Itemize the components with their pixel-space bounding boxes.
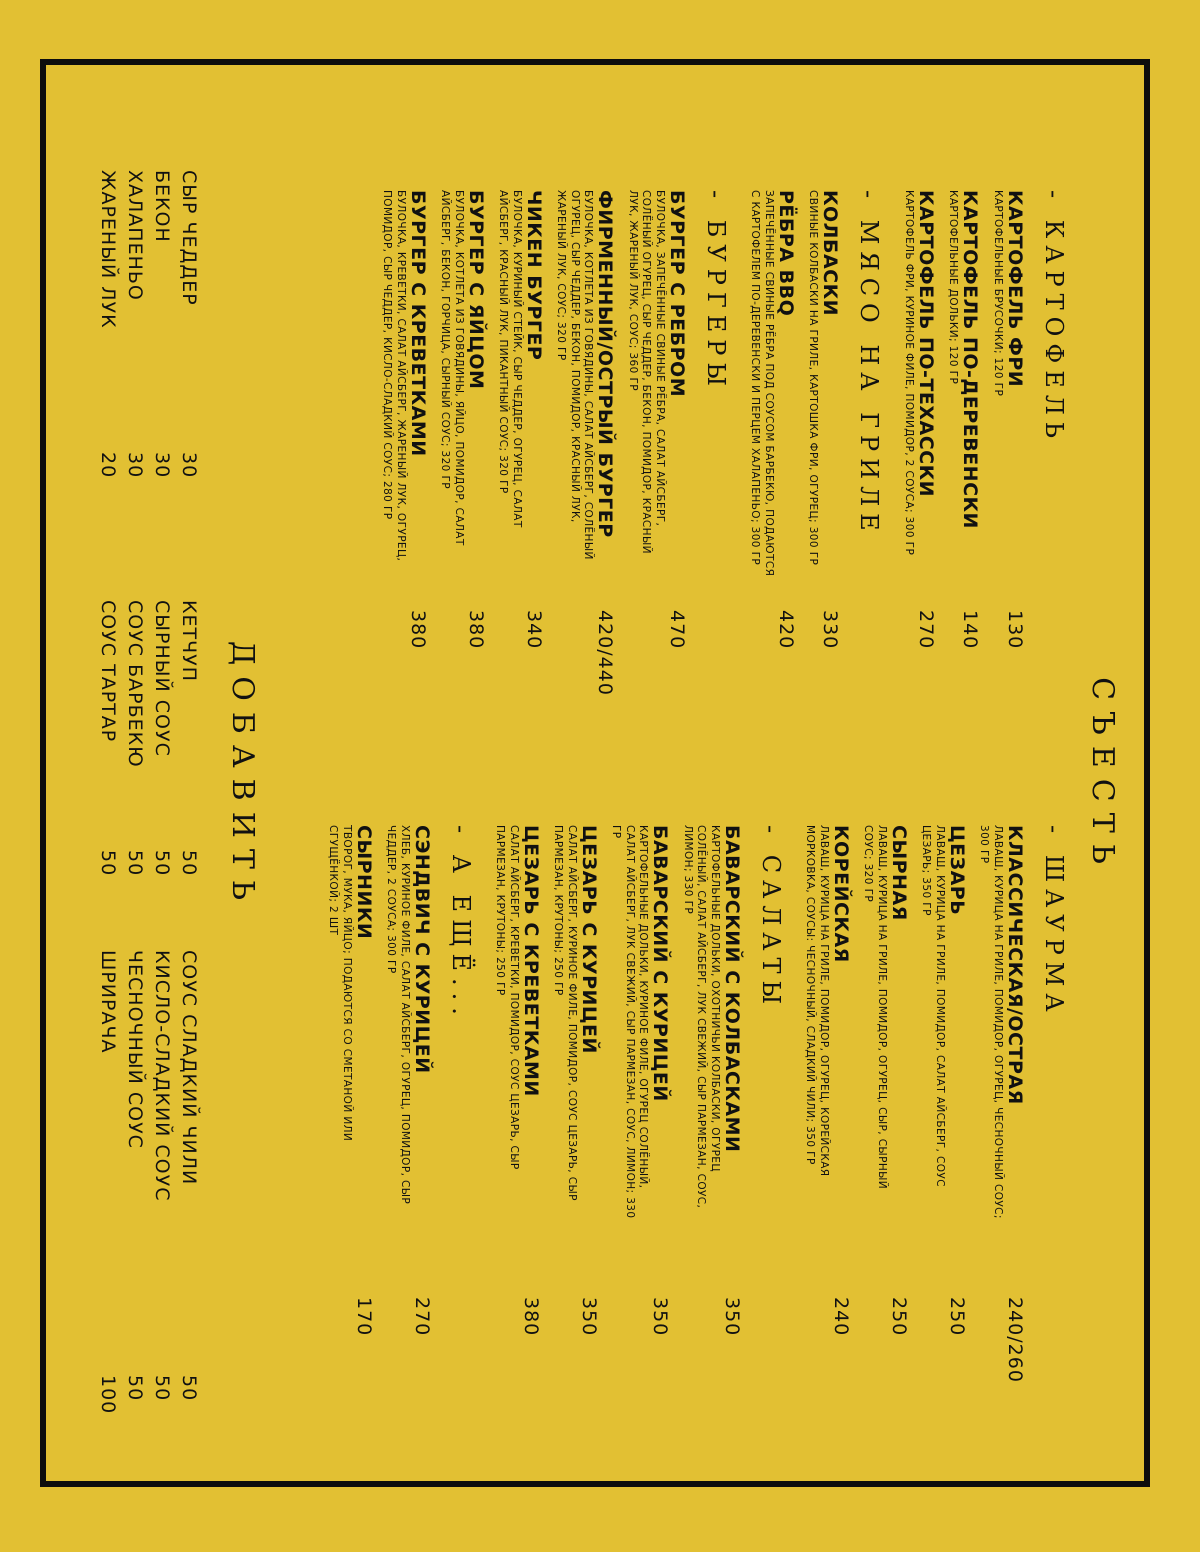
item-description: ЛАВАШ, КУРИЦА НА ГРИЛЕ, ПОМИДОР, ОГУРЕЦ, СЫР, СЫРНЫЙ СОУС; 320 ГР [862,825,888,1190]
section-heading: - ШАУРМА [1040,825,1068,1019]
item-price: 330 [819,610,842,650]
item-description: КАРТОФЕЛЬ ФРИ, КУРИНОЕ ФИЛЕ, ПОМИДОР, 2 СОУСА; 300 ГР [903,190,915,556]
item-name: СЭНДВИЧ С КУРИЦЕЙ [411,825,433,1074]
menu-item [806,190,842,755]
item-price: 270 [915,610,937,650]
add-item-price: 30 [124,452,146,479]
add-item [121,600,148,900]
item-description: ТВОРОГ, МУКА, ЯЙЦО; ПОДАЮТСЯ СО СМЕТАНОЙ ИЛИ СГУЩЁНКОЙ; 2 ШТ [327,825,353,1142]
item-price: 420 [775,610,797,650]
item-name: СЫРНАЯ [888,825,910,921]
add-item-price: 30 [151,452,173,479]
menu-section [748,190,884,755]
item-name: БУРГЕР С РЕБРОМ [666,190,688,398]
item-name: КАРТОФЕЛЬ ПО-ДЕРЕВЕНСКИ [959,190,982,529]
add-item [148,170,175,479]
item-name: ЧИКЕН БУРГЕР [523,190,545,361]
menu-section [803,825,1068,1385]
item-name: КАРТОФЕЛЬ ПО-ТЕХАССКИ [915,190,937,498]
menu-item [609,825,672,1385]
menu-item [554,190,617,755]
add-item-name: КИСЛО-СЛАДКИЙ СОУС [151,950,173,1202]
add-item [94,170,121,479]
menu-section [380,190,730,755]
item-price: 140 [959,610,982,650]
item-price: 380 [520,1297,542,1337]
add-item-name: КЕТЧУП [178,600,200,682]
menu-item [861,825,910,1385]
add-item [94,950,121,1415]
item-price: 130 [1004,610,1026,650]
add-item-price: 30 [178,452,200,479]
item-description: КАРТОФЕЛЬНЫЕ ДОЛЬКИ; 120 ГР [947,190,960,385]
add-column-3 [94,950,202,1415]
item-description: КАРТОФЕЛЬНЫЕ ДОЛЬКИ, ОХОТНИЧЬИ КОЛБАСКИ, ОГУРЕЦ СОЛЁНЫЙ, САЛАТ АЙСБЕРГ, ЛУК СВЕЖИЙ, СЫР ПАРМЕЗАН, СОУС, ЛИМОН; 330 ГР [682,825,721,1209]
item-name: КОРЕЙСКАЯ [830,825,852,963]
add-item-name: СОУС БАРБЕКЮ [124,600,146,768]
add-item-name: БЕКОН [151,170,173,243]
add-title: ДОБАВИТЬ [225,640,260,912]
item-description: ХЛЕБ, КУРИНОЕ ФИЛЕ, САЛАТ АЙСБЕРГ, ОГУРЕЦ, ПОМИДОР, СЫР ЧЕДДЕР, 2 СОУСА; 300 ГР [385,825,411,1205]
item-price: 270 [411,1297,433,1337]
item-price: 240 [830,1297,852,1337]
item-name: БУРГЕР С КРЕВЕТКАМИ [407,190,429,457]
item-description: ЛАВАШ, КУРИЦА НА ГРИЛЕ, ПОМИДОР, САЛАТ АЙСБЕРГ, СОУС ЦЕЗАРЬ; 350 ГР [920,825,946,1187]
menu-item [493,825,542,1385]
item-name: КЛАССИЧЕСКАЯ/ОСТРАЯ [1004,825,1026,1105]
add-item [175,600,202,900]
add-item-price: 100 [97,1375,119,1415]
section-heading: - МЯСО НА ГРИЛЕ [855,190,884,538]
add-item-name: ЖАРЕНЫЙ ЛУК [97,170,119,329]
menu-item [380,190,429,755]
item-price: 340 [523,610,545,650]
item-description: ЗАПЕЧЁННЫЕ СВИНЫЕ РЁБРА ПОД СОУСОМ БАРБЕКЮ, ПОДАЮТСЯ С КАРТОФЕЛЕМ ПО-ДЕРЕВЕНСКИ И ПЕРЦЕМ ХАЛАПЕНЬО; 300 ГР [749,190,775,577]
item-description: САЛАТ АЙСБЕРГ, КРЕВЕТКИ, ПОМИДОР, СОУС ЦЕЗАРЬ, СЫР ПАРМЕЗАН, КРУТОНЫ; 250 ГР [494,825,520,1170]
add-column-1 [94,170,202,479]
item-description: КАРТОФЕЛЬНЫЕ ДОЛЬКИ, КУРИНОЕ ФИЛЕ, ОГУРЕЦ СОЛЁНЫЙ, САЛАТ АЙСБЕРГ, ЛУК СВЕЖИЙ, СЫР ПАРМЕЗАН, СОУС, ЛИМОН; 330 ГР [610,825,650,1219]
add-item-name: ЧЕСНОЧНЫЙ СОУС [124,950,146,1149]
add-item-price: 20 [97,452,119,479]
add-item-name: ШРИРАЧА [97,950,119,1054]
section-heading: - САЛАТЫ [757,825,785,1012]
menu-item [919,825,968,1385]
item-price: 350 [649,1297,672,1337]
add-item [148,950,175,1402]
add-item [121,170,148,479]
item-name: ЦЕЗАРЬ [946,825,968,916]
add-item-price: 50 [151,1375,173,1402]
menu-item [748,190,797,755]
item-description: БУЛОЧКА, КОТЛЕТА ИЗ ГОВЯДИНЫ, САЛАТ АЙСБЕРГ, СОЛЁНЫЙ ОГУРЕЦ, СЫР ЧЕДДЕР, БЕКОН, ПОМИДОР, КРАСНЫЙ ЛУК, ЖАРЕНЫЙ ЛУК, СОУС; 320 ГР [555,190,595,560]
add-item-name: СЫРНЫЙ СОУС [151,600,173,757]
section-heading: - КАРТОФЕЛЬ [1040,190,1068,445]
menu-item [626,190,689,755]
menu-item [681,825,744,1385]
item-price: 250 [946,1297,968,1337]
menu-section [493,825,785,1385]
menu-item [326,825,375,1385]
item-name: БАВАРСКИЙ С КУРИЦЕЙ [649,825,672,1102]
add-column-2 [94,600,202,900]
section-heading: - БУРГЕРЫ [702,190,730,394]
section-heading: - А ЕЩЁ... [447,825,475,1022]
item-price: 380 [407,610,429,650]
item-description: КАРТОФЕЛЬНЫЕ БРУСОЧКИ; 120 ГР [992,190,1004,397]
add-item [175,950,202,1402]
item-price: 240/260 [1004,1297,1026,1383]
item-name: КОЛБАСКИ [819,190,842,317]
menu-item [496,190,545,755]
add-item-name: СОУС ТАРТАР [97,600,119,743]
add-item [121,950,148,1402]
item-name: БУРГЕР С ЯЙЦОМ [465,190,487,390]
add-item-price: 50 [124,850,146,877]
item-name: ЦЕЗАРЬ С КРЕВЕТКАМИ [520,825,542,1097]
menu-item [902,190,938,755]
add-item-name: СОУС СЛАДКИЙ ЧИЛИ [178,950,200,1186]
menu-item [977,825,1026,1385]
menu-item [991,190,1027,755]
item-name: ФИРМЕННЫЙ/ОСТРЫЙ БУРГЕР [594,190,617,538]
item-description: БУЛОЧКА, КУРИНЫЙ СТЕЙК, СЫР ЧЕДДЕР, ОГУРЕЦ, САЛАТ АЙСБЕРГ, КРАСНЫЙ ЛУК, ПИКАНТНЫЙ СОУС; 320 ГР [497,190,523,528]
add-item-price: 50 [178,1375,200,1402]
add-item-price: 50 [97,850,119,877]
item-description: БУЛОЧКА, КРЕВЕТКИ, САЛАТ АЙСБЕРГ, ЖАРЕНЫЙ ЛУК, ОГУРЕЦ, ПОМИДОР, СЫР ЧЕДДЕР, КИСЛО-СЛАДКИЙ СОУС; 280 ГР [381,190,407,562]
item-name: ЦЕЗАРЬ С КУРИЦЕЙ [578,825,600,1054]
menu-item [946,190,982,755]
add-item-price: 50 [151,850,173,877]
item-name: БАВАРСКИЙ С КОЛБАСКАМИ [721,825,743,1153]
item-description: ЛАВАШ, КУРИЦА НА ГРИЛЕ, ПОМИДОР, ОГУРЕЦ, ЧЕСНОЧНЫЙ СОУС; 300 ГР [978,825,1004,1219]
menu-column-right [308,825,1068,1385]
menu-item [384,825,433,1385]
item-description: ЛАВАШ, КУРИЦА НА ГРИЛЕ, ПОМИДОР, ОГУРЕЦ, КОРЕЙСКАЯ МОРКОВКА, СОУСЫ: ЧЕСНОЧНЫЙ, СЛАДКИЙ ЧИЛИ; 350 ГР [804,825,830,1177]
item-price: 470 [666,610,688,650]
add-item [148,600,175,900]
item-price: 170 [353,1297,375,1337]
menu-title: СЪЕСТЬ [1085,677,1120,875]
add-item-price: 50 [124,1375,146,1402]
item-price: 350 [721,1297,743,1337]
menu-section [326,825,475,1385]
item-price: 350 [578,1297,600,1337]
item-name: СЫРНИКИ [353,825,375,940]
item-price: 380 [465,610,487,650]
add-item-price: 50 [178,850,200,877]
menu-section [902,190,1069,755]
item-description: БУЛОЧКА, КОТЛЕТА ИЗ ГОВЯДИНЫ, ЯЙЦО, ПОМИДОР, САЛАТ АЙСБЕРГ, БЕКОН, ГОРЧИЦА, СЫРНЫЙ СОУС; 320 ГР [439,190,465,546]
item-price: 250 [888,1297,910,1337]
menu-item [803,825,852,1385]
item-description: САЛАТ АЙСБЕРГ, КУРИНОЕ ФИЛЕ, ПОМИДОР, СОУС ЦЕЗАРЬ, СЫР ПАРМЕЗАН, КРУТОНЫ; 250 ГР [552,825,578,1201]
item-name: РЁБРА BBQ [775,190,797,317]
add-item [94,600,121,900]
add-item-name: СЫР ЧЕДДЕР [178,170,200,306]
menu-item [438,190,487,755]
menu-item [551,825,600,1385]
item-price: 420/440 [594,610,617,696]
item-name: КАРТОФЕЛЬ ФРИ [1004,190,1026,388]
menu-column-left [362,190,1068,755]
add-item-name: ХАЛАПЕНЬО [124,170,146,301]
item-description: БУЛОЧКА, ЗАПЕЧЁННЫЕ СВИНЫЕ РЁБРА, САЛАТ АЙСБЕРГ, СОЛЁНЫЙ ОГУРЕЦ, СЫР ЧЕДДЕР, БЕКОН, ПОМИДОР, КРАСНЫЙ ЛУК, ЖАРЕНЫЙ ЛУК, СОУС; 360 ГР [627,190,666,554]
add-item [175,170,202,479]
item-description: СВИНЫЕ КОЛБАСКИ НА ГРИЛЕ, КАРТОШКА ФРИ, ОГУРЕЦ; 300 ГР [807,190,820,566]
